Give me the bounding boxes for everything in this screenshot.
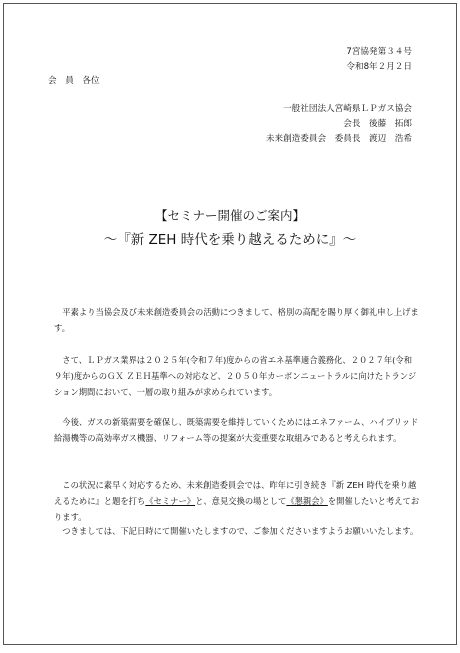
paragraph-5: つきましては、下記日時にて開催いたしますので、ご参加くださいますようお願いいたします。 — [62, 526, 419, 536]
social-gathering-term: 《懇親会》 — [286, 496, 328, 506]
sender-president: 会長 後藤 拓郎 — [343, 119, 412, 129]
title-line-2: ～『新 ZEH 時代を乗り越えるために』～ — [103, 232, 357, 248]
seminar-term: 《セミナー》 — [145, 496, 196, 506]
document-date: 令和8年２月２日 — [346, 62, 412, 72]
sender-committee: 未来創造委員会 委員長 渡辺 浩希 — [265, 134, 412, 144]
document-page — [3, 3, 457, 645]
sender-organization: 一般社団法人宮崎県ＬＰガス協会 — [283, 104, 412, 114]
paragraph-3: 今後、ガスの新築需要を確保し、既築需要を維持していくためにはエネファーム、ハイブリッド給湯機等の高効率ガス機器、リフォーム等の提案が大変重要な取組みであると考えられます。 — [54, 417, 419, 443]
title-line-1: 【セミナー開催のご案内】 — [154, 208, 305, 223]
paragraph-4-text-a: この状況に素早く対応するため、未来創造委員会では、昨年に引き続き『新 ZEH 時代を乗り越えるために』と題を打ち — [54, 480, 417, 506]
paragraph-4 — [54, 477, 420, 525]
paragraph-1: 平素より当協会及び未来創造委員会の活動につきまして、格別の高配を賜り厚く御礼申し上げます。 — [54, 307, 419, 333]
paragraph-4-text-b: と、意見交換の場として — [195, 496, 287, 506]
paragraph-4-text-c: を開催したいと考えております。 — [54, 496, 420, 522]
recipients: 会 員 各位 — [48, 76, 100, 86]
document-number: 7宮協発第３４号 — [346, 47, 412, 57]
paragraph-2: さて、ＬＰガス業界は２０２５年(令和７年)度からの省エネ基準適合義務化、２０２７年(令和９年)度からのＧＸ ＺＥＨ基準への対応など、２０５０年カーボンニュートラルに向けたトランジション期間において、一層の取り組みが求められています。 — [54, 355, 417, 397]
